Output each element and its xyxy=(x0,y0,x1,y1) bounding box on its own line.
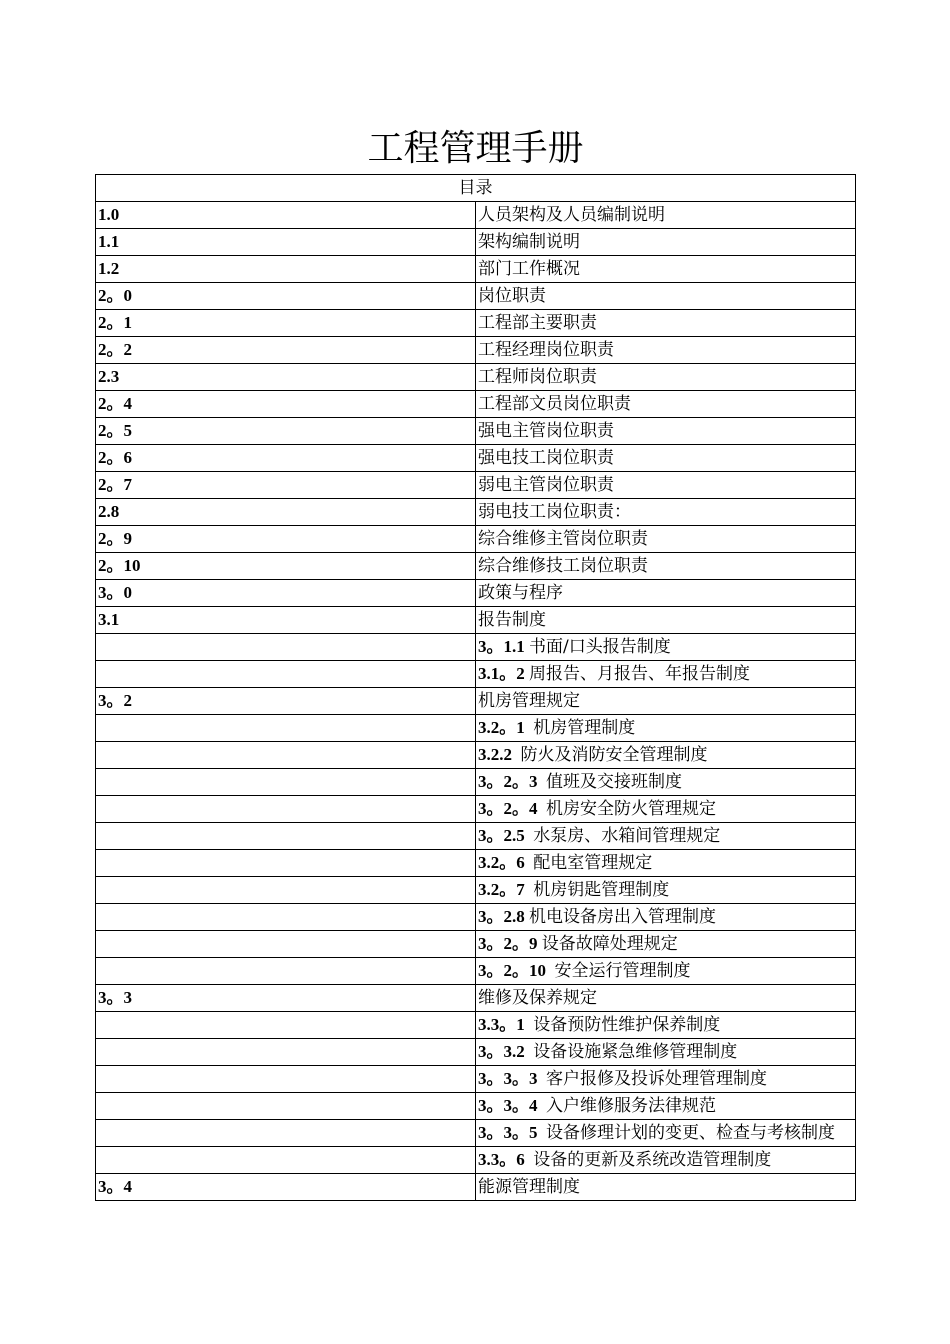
toc-entry-title: 工程经理岗位职责 xyxy=(478,340,614,360)
toc-row xyxy=(96,715,856,742)
toc-entry xyxy=(476,715,856,742)
toc-entry xyxy=(476,229,856,256)
toc-subsection-number: 3.2。7 xyxy=(478,880,534,899)
toc-row xyxy=(96,634,856,661)
toc-row xyxy=(96,472,856,499)
toc-entry-title: 人员架构及人员编制说明 xyxy=(478,205,665,225)
toc-section-number xyxy=(96,1147,476,1174)
toc-section-number xyxy=(96,661,476,688)
toc-entry-title: 机房钥匙管理制度 xyxy=(533,880,670,900)
toc-subsection-number: 3.1。2 xyxy=(478,664,529,683)
toc-entry xyxy=(476,850,856,877)
toc-row xyxy=(96,283,856,310)
toc-entry-title: 设备预防性维护保养制度 xyxy=(533,1015,721,1035)
toc-section-number xyxy=(96,931,476,958)
toc-entry-title: 水泵房、水箱间管理规定 xyxy=(533,826,721,846)
toc-section-number: 3.1 xyxy=(96,607,476,634)
toc-section-number: 2.8 xyxy=(96,499,476,526)
toc-entry xyxy=(476,877,856,904)
toc-row xyxy=(96,1012,856,1039)
toc-section-number: 2。5 xyxy=(96,418,476,445)
toc-entry xyxy=(476,1147,856,1174)
toc-entry xyxy=(476,607,856,634)
toc-row xyxy=(96,310,856,337)
toc-entry-title: 机房管理制度 xyxy=(533,718,636,738)
toc-header-row xyxy=(96,175,856,202)
toc-entry-title: 安全运行管理制度 xyxy=(554,961,691,981)
toc-row xyxy=(96,418,856,445)
toc-section-number: 2。7 xyxy=(96,472,476,499)
toc-subsection-number: 3.2.2 xyxy=(478,745,521,764)
toc-entry-title: 设备故障处理规定 xyxy=(541,934,678,954)
toc-subsection-number: 3。2。9 xyxy=(478,934,542,953)
toc-row xyxy=(96,1039,856,1066)
toc-entry-title: 报告制度 xyxy=(478,610,546,630)
toc-entry xyxy=(476,364,856,391)
toc-section-number xyxy=(96,715,476,742)
toc-entry-title: 配电室管理规定 xyxy=(533,853,653,873)
toc-entry xyxy=(476,1093,856,1120)
toc-row xyxy=(96,256,856,283)
toc-entry-title: 弱电技工岗位职责： xyxy=(478,502,631,522)
toc-entry xyxy=(476,391,856,418)
toc-section-number xyxy=(96,796,476,823)
toc-row xyxy=(96,742,856,769)
toc-row xyxy=(96,526,856,553)
toc-section-number xyxy=(96,1120,476,1147)
toc-subsection-number: 3。2。10 xyxy=(478,961,555,980)
toc-entry xyxy=(476,256,856,283)
toc-row xyxy=(96,391,856,418)
toc-entry-title: 周报告、月报告、年报告制度 xyxy=(529,664,750,684)
toc-entry-title: 工程部文员岗位职责 xyxy=(478,394,631,414)
toc-entry xyxy=(476,499,856,526)
toc-entry xyxy=(476,1174,856,1201)
toc-entry-title: 工程部主要职责 xyxy=(478,313,597,333)
toc-row xyxy=(96,445,856,472)
toc-entry xyxy=(476,823,856,850)
toc-section-number xyxy=(96,1066,476,1093)
toc-subsection-number: 3。1.1 xyxy=(478,637,529,656)
toc-entry-title: 书面/口头报告制度 xyxy=(529,637,671,657)
toc-entry xyxy=(476,1120,856,1147)
toc-entry xyxy=(476,553,856,580)
toc-section-number: 2。1 xyxy=(96,310,476,337)
page-title: 工程管理手册 xyxy=(367,128,584,169)
toc-row xyxy=(96,796,856,823)
toc-subsection-number: 3。2.8 xyxy=(478,907,529,926)
toc-entry-title: 机房管理规定 xyxy=(478,691,580,711)
toc-subsection-number: 3.3。6 xyxy=(478,1150,534,1169)
toc-subsection-number: 3。3。5 xyxy=(478,1123,546,1142)
toc-section-number: 2。6 xyxy=(96,445,476,472)
toc-row xyxy=(96,904,856,931)
toc-entry-title: 强电主管岗位职责 xyxy=(478,421,614,441)
toc-row xyxy=(96,1174,856,1201)
toc-row xyxy=(96,553,856,580)
toc-section-number xyxy=(96,634,476,661)
toc-entry xyxy=(476,904,856,931)
toc-entry-title: 综合维修技工岗位职责 xyxy=(478,556,648,576)
toc-section-number xyxy=(96,1039,476,1066)
toc-row xyxy=(96,364,856,391)
toc-row xyxy=(96,337,856,364)
toc-entry xyxy=(476,769,856,796)
toc-row xyxy=(96,499,856,526)
toc-header: 目录 xyxy=(96,175,856,202)
toc-section-number: 3。2 xyxy=(96,688,476,715)
toc-entry-title: 岗位职责 xyxy=(478,286,546,306)
toc-subsection-number: 3.2。6 xyxy=(478,853,534,872)
toc-section-number: 3。3 xyxy=(96,985,476,1012)
toc-row xyxy=(96,877,856,904)
toc-section-number: 1.0 xyxy=(96,202,476,229)
toc-subsection-number: 3。3。3 xyxy=(478,1069,546,1088)
toc-entry-title: 工程师岗位职责 xyxy=(478,367,597,387)
toc-entry xyxy=(476,634,856,661)
toc-row xyxy=(96,1147,856,1174)
toc-subsection-number: 3。2.5 xyxy=(478,826,534,845)
toc-section-number: 1.2 xyxy=(96,256,476,283)
toc-subsection-number: 3。2。4 xyxy=(478,799,546,818)
toc-entry-title: 设备的更新及系统改造管理制度 xyxy=(533,1150,772,1170)
toc-row xyxy=(96,1093,856,1120)
toc-section-number xyxy=(96,1012,476,1039)
toc-subsection-number: 3。3.2 xyxy=(478,1042,534,1061)
toc-section-number: 3。0 xyxy=(96,580,476,607)
toc-section-number: 3。4 xyxy=(96,1174,476,1201)
toc-entry xyxy=(476,310,856,337)
toc-entry xyxy=(476,202,856,229)
toc-table xyxy=(95,174,856,1201)
toc-row xyxy=(96,958,856,985)
toc-entry xyxy=(476,931,856,958)
toc-section-number xyxy=(96,742,476,769)
toc-entry-title: 客户报修及投诉处理管理制度 xyxy=(546,1069,767,1089)
toc-section-number xyxy=(96,769,476,796)
toc-subsection-number: 3。2。3 xyxy=(478,772,546,791)
toc-row xyxy=(96,769,856,796)
toc-entry xyxy=(476,1039,856,1066)
toc-row xyxy=(96,688,856,715)
toc-row xyxy=(96,931,856,958)
toc-entry xyxy=(476,742,856,769)
toc-entry-title: 综合维修主管岗位职责 xyxy=(478,529,648,549)
toc-subsection-number: 3。3。4 xyxy=(478,1096,546,1115)
toc-entry xyxy=(476,580,856,607)
toc-section-number: 2。10 xyxy=(96,553,476,580)
toc-row xyxy=(96,580,856,607)
toc-entry xyxy=(476,958,856,985)
toc-row xyxy=(96,1120,856,1147)
toc-entry-title: 机电设备房出入管理制度 xyxy=(529,907,716,927)
toc-entry-title: 设备修理计划的变更、检查与考核制度 xyxy=(546,1123,835,1143)
toc-row xyxy=(96,850,856,877)
toc-entry xyxy=(476,445,856,472)
toc-entry-title: 设备设施紧急维修管理制度 xyxy=(533,1042,738,1062)
toc-entry-title: 架构编制说明 xyxy=(478,232,580,252)
toc-entry xyxy=(476,688,856,715)
toc-entry xyxy=(476,472,856,499)
toc-entry-title: 机房安全防火管理规定 xyxy=(546,799,716,819)
toc-section-number: 1.1 xyxy=(96,229,476,256)
toc-entry-title: 入户维修服务法律规范 xyxy=(546,1096,716,1116)
toc-row xyxy=(96,202,856,229)
toc-row xyxy=(96,607,856,634)
toc-section-number xyxy=(96,958,476,985)
toc-entry xyxy=(476,526,856,553)
toc-section-number xyxy=(96,1093,476,1120)
toc-entry xyxy=(476,1066,856,1093)
toc-entry xyxy=(476,337,856,364)
toc-row xyxy=(96,985,856,1012)
toc-entry-title: 维修及保养规定 xyxy=(478,988,597,1008)
toc-entry xyxy=(476,418,856,445)
toc-section-number xyxy=(96,850,476,877)
toc-entry-title: 弱电主管岗位职责 xyxy=(478,475,614,495)
toc-section-number xyxy=(96,823,476,850)
toc-entry xyxy=(476,283,856,310)
toc-section-number xyxy=(96,877,476,904)
toc-subsection-number: 3.2。1 xyxy=(478,718,534,737)
toc-section-number: 2。4 xyxy=(96,391,476,418)
toc-section-number: 2。2 xyxy=(96,337,476,364)
toc-entry-title: 政策与程序 xyxy=(478,583,563,603)
toc-entry xyxy=(476,1012,856,1039)
toc-section-number: 2.3 xyxy=(96,364,476,391)
toc-entry xyxy=(476,661,856,688)
toc-section-number: 2。9 xyxy=(96,526,476,553)
toc-row xyxy=(96,661,856,688)
toc-entry xyxy=(476,796,856,823)
toc-entry-title: 能源管理制度 xyxy=(478,1177,580,1197)
toc-row xyxy=(96,823,856,850)
toc-subsection-number: 3.3。1 xyxy=(478,1015,534,1034)
toc-row xyxy=(96,229,856,256)
toc-section-number xyxy=(96,904,476,931)
toc-entry xyxy=(476,985,856,1012)
toc-entry-title: 防火及消防安全管理制度 xyxy=(520,745,708,765)
toc-entry-title: 强电技工岗位职责 xyxy=(478,448,614,468)
toc-row xyxy=(96,1066,856,1093)
toc-entry-title: 部门工作概况 xyxy=(478,259,580,279)
toc-section-number: 2。0 xyxy=(96,283,476,310)
toc-entry-title: 值班及交接班制度 xyxy=(546,772,682,792)
